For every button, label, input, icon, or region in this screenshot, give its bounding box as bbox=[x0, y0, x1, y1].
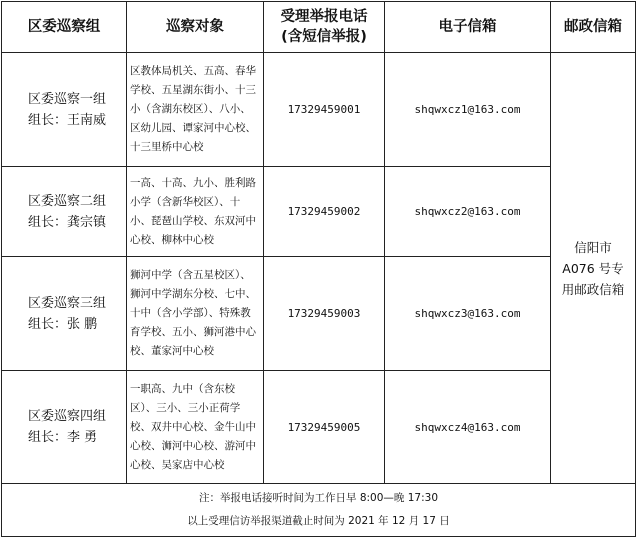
header-group: 区委巡察组 bbox=[2, 2, 127, 53]
group-cell bbox=[2, 371, 127, 484]
header-email: 电子信箱 bbox=[385, 2, 551, 53]
phone-cell[interactable]: 17329459001 bbox=[264, 53, 385, 167]
table-row bbox=[2, 167, 636, 257]
phone-cell[interactable]: 17329459002 bbox=[264, 167, 385, 257]
inspection-table bbox=[1, 1, 636, 537]
group-leader: 组长：李 勇 bbox=[28, 430, 98, 445]
note-line-2: 以上受理信访举报渠道截止时间为 2021 年 12 月 17 日 bbox=[187, 515, 450, 527]
target-cell: 狮河中学（含五星校区）、狮河中学湖东分校、七中、十中（含小学部）、特殊教育学校、五小、狮河港中心校、董家河中心校 bbox=[127, 257, 264, 371]
table-row bbox=[2, 257, 636, 371]
group-leader: 组长：张 鹏 bbox=[28, 316, 98, 332]
group-name: 区委巡察一组 bbox=[28, 91, 107, 107]
table-row bbox=[2, 371, 636, 484]
email-cell[interactable]: shqwxcz3@163.com bbox=[385, 257, 551, 371]
target-cell: 一高、十高、九小、胜利路小学（含新华校区）、十小、琵琶山学校、东双河中心校、柳林中心校 bbox=[127, 167, 264, 257]
group-cell bbox=[2, 53, 127, 167]
group-name: 区委巡察二组 bbox=[28, 193, 107, 209]
target-cell: 区教体局机关、五高、春华学校、五星湖东街小、十三小（含湖东校区）、八小、区幼儿园、谭家河中心校、十三里桥中心校 bbox=[127, 53, 264, 167]
group-leader: 组长：龚宗镇 bbox=[28, 214, 107, 230]
phone-cell[interactable]: 17329459003 bbox=[264, 257, 385, 371]
email-cell[interactable]: shqwxcz2@163.com bbox=[385, 167, 551, 257]
group-cell bbox=[2, 167, 127, 257]
email-cell[interactable]: shqwxcz1@163.com bbox=[385, 53, 551, 167]
header-target: 巡察对象 bbox=[127, 2, 264, 53]
group-leader: 组长：王南威 bbox=[28, 112, 107, 128]
group-name: 区委巡察三组 bbox=[28, 295, 107, 311]
note-cell bbox=[2, 484, 636, 537]
header-phone-line1: 受理举报电话 bbox=[280, 9, 368, 25]
group-name: 区委巡察四组 bbox=[28, 409, 107, 424]
group-cell bbox=[2, 257, 127, 371]
table-row bbox=[2, 53, 636, 167]
header-row bbox=[2, 2, 636, 53]
target-cell: 一职高、九中（含东校区）、三小、三小正荷学校、双井中心校、金牛山中心校、浉河中心校、游河中心校、吴家店中心校 bbox=[127, 371, 264, 484]
header-phone bbox=[264, 2, 385, 53]
header-phone-line2: (含短信举报) bbox=[281, 29, 367, 45]
note-row bbox=[2, 484, 636, 537]
email-cell[interactable]: shqwxcz4@163.com bbox=[385, 371, 551, 484]
header-mail: 邮政信箱 bbox=[551, 2, 636, 53]
mailbox-cell: 信阳市 A076 号专用邮政信箱 bbox=[551, 53, 636, 484]
note-line-1: 注：举报电话接听时间为工作日早 8:00—晚 17:30 bbox=[198, 492, 438, 504]
phone-cell[interactable]: 17329459005 bbox=[264, 371, 385, 484]
